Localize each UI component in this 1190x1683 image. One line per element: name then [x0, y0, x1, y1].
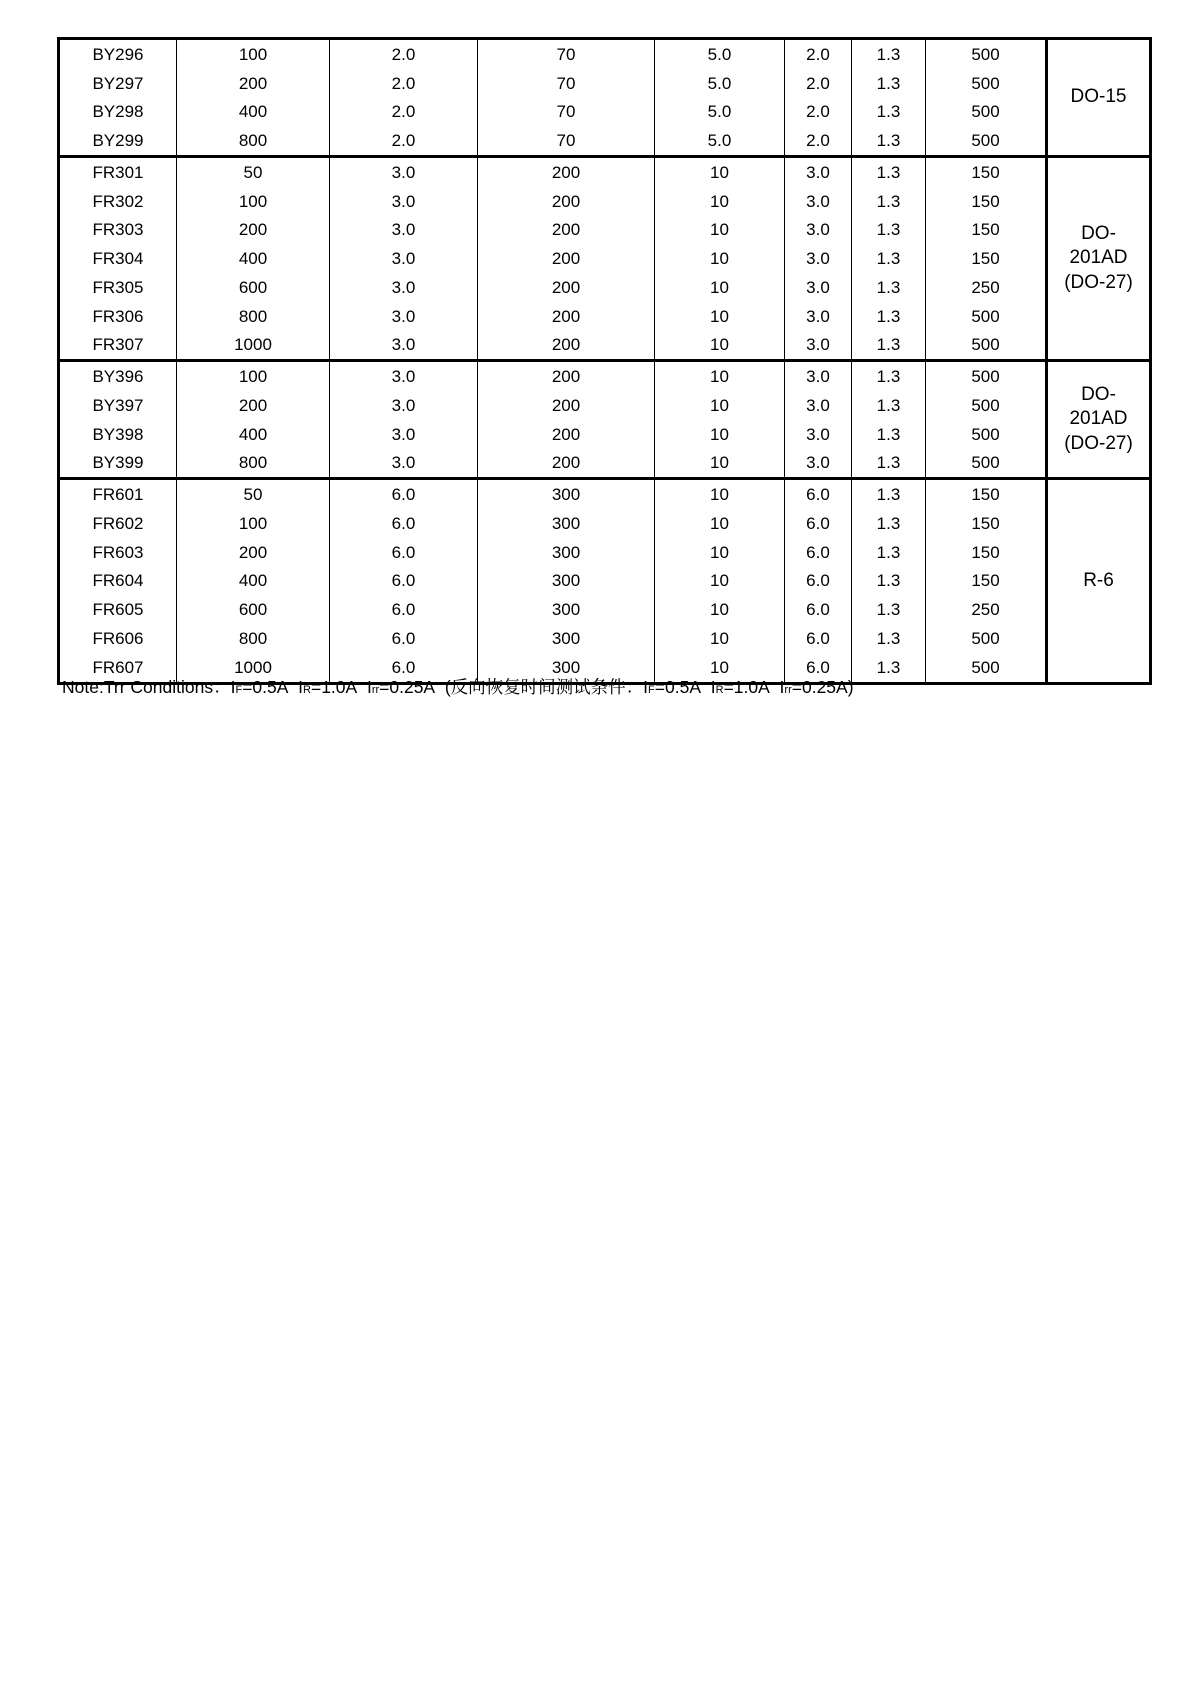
cond-if-subscript: F — [235, 684, 243, 696]
trr-cell: 150 — [926, 157, 1047, 187]
package-cell — [1047, 39, 1151, 157]
vf-cell: 1.3 — [852, 216, 926, 245]
vrrm-cell: 100 — [177, 361, 330, 391]
trr-cell: 500 — [926, 39, 1047, 69]
vf-cell: 1.3 — [852, 509, 926, 538]
package-cell — [1047, 479, 1151, 683]
table-row — [59, 187, 1151, 216]
trr-cell: 500 — [926, 302, 1047, 331]
package-label-line: 201AD — [1069, 247, 1128, 269]
table-row — [59, 157, 1151, 187]
note-prefix: Note:Trr Conditions： — [62, 677, 231, 697]
vrrm-cell: 200 — [177, 538, 330, 567]
trr-cell: 250 — [926, 595, 1047, 624]
if-cell: 3.0 — [785, 302, 852, 331]
io-cell: 3.0 — [330, 157, 478, 187]
ir-cell: 10 — [655, 420, 785, 449]
part-number-cell: BY296 — [59, 39, 177, 69]
vrrm-cell: 200 — [177, 69, 330, 98]
part-number-cell: FR603 — [59, 538, 177, 567]
io-cell: 3.0 — [330, 449, 478, 479]
trr-cell: 500 — [926, 653, 1047, 683]
vf-cell: 1.3 — [852, 391, 926, 420]
ir-cell: 10 — [655, 653, 785, 683]
io-cell: 6.0 — [330, 595, 478, 624]
cond-if-value: =0.5A — [242, 677, 289, 697]
ifsm-cell: 300 — [478, 509, 655, 538]
vf-cell: 1.3 — [852, 595, 926, 624]
ir-cell: 10 — [655, 567, 785, 596]
trr-cell: 500 — [926, 126, 1047, 156]
if-cell: 6.0 — [785, 567, 852, 596]
ifsm-cell: 200 — [478, 157, 655, 187]
vrrm-cell: 600 — [177, 595, 330, 624]
ifsm-cell: 200 — [478, 187, 655, 216]
cn-if-value: =0.5A — [654, 677, 702, 697]
vf-cell: 1.3 — [852, 302, 926, 331]
vrrm-cell: 400 — [177, 244, 330, 273]
vf-cell: 1.3 — [852, 653, 926, 683]
ifsm-cell: 200 — [478, 244, 655, 273]
if-cell: 3.0 — [785, 420, 852, 449]
device-group — [59, 39, 1151, 157]
ir-cell: 10 — [655, 216, 785, 245]
vrrm-cell: 800 — [177, 624, 330, 653]
vrrm-cell: 800 — [177, 302, 330, 331]
ifsm-cell: 300 — [478, 538, 655, 567]
part-number-cell: FR605 — [59, 595, 177, 624]
ir-cell: 10 — [655, 157, 785, 187]
vrrm-cell: 100 — [177, 509, 330, 538]
trr-cell: 150 — [926, 244, 1047, 273]
if-cell: 3.0 — [785, 244, 852, 273]
vrrm-cell: 200 — [177, 216, 330, 245]
table-row — [59, 509, 1151, 538]
vrrm-cell: 50 — [177, 479, 330, 509]
ir-cell: 10 — [655, 479, 785, 509]
vf-cell: 1.3 — [852, 538, 926, 567]
table-row — [59, 216, 1151, 245]
package-label-line: DO-15 — [1070, 86, 1127, 108]
ir-cell: 10 — [655, 391, 785, 420]
cond-irr-value: =0.25A — [379, 677, 436, 697]
io-cell: 2.0 — [330, 69, 478, 98]
part-number-cell: BY396 — [59, 361, 177, 391]
if-cell: 6.0 — [785, 479, 852, 509]
ir-cell: 10 — [655, 595, 785, 624]
vrrm-cell: 400 — [177, 567, 330, 596]
table-row — [59, 39, 1151, 69]
ir-cell: 5.0 — [655, 98, 785, 127]
part-number-cell: FR304 — [59, 244, 177, 273]
trr-cell: 150 — [926, 187, 1047, 216]
ifsm-cell: 70 — [478, 126, 655, 156]
if-cell: 2.0 — [785, 126, 852, 156]
cn-irr-value: =0.25A) — [791, 677, 854, 697]
part-number-cell: FR306 — [59, 302, 177, 331]
vrrm-cell: 200 — [177, 391, 330, 420]
trr-cell: 150 — [926, 216, 1047, 245]
table-row — [59, 624, 1151, 653]
table-row — [59, 302, 1151, 331]
trr-cell: 500 — [926, 624, 1047, 653]
io-cell: 6.0 — [330, 624, 478, 653]
trr-cell: 500 — [926, 331, 1047, 361]
cn-ir-value: =1.0A — [723, 677, 770, 697]
if-cell: 6.0 — [785, 595, 852, 624]
package-label-line: DO- — [1081, 222, 1116, 244]
io-cell: 6.0 — [330, 567, 478, 596]
io-cell: 6.0 — [330, 538, 478, 567]
part-number-cell: BY397 — [59, 391, 177, 420]
part-number-cell: FR307 — [59, 331, 177, 361]
ifsm-cell: 200 — [478, 331, 655, 361]
ir-cell: 10 — [655, 449, 785, 479]
device-group — [59, 479, 1151, 683]
vrrm-cell: 600 — [177, 273, 330, 302]
ir-cell: 10 — [655, 331, 785, 361]
vf-cell: 1.3 — [852, 126, 926, 156]
io-cell: 3.0 — [330, 331, 478, 361]
vrrm-cell: 1000 — [177, 331, 330, 361]
ifsm-cell: 300 — [478, 624, 655, 653]
io-cell: 3.0 — [330, 302, 478, 331]
part-number-cell: FR301 — [59, 157, 177, 187]
io-cell: 6.0 — [330, 653, 478, 683]
table-row — [59, 126, 1151, 156]
table-row — [59, 69, 1151, 98]
vrrm-cell: 800 — [177, 449, 330, 479]
cond-ir-subscript: R — [303, 684, 311, 696]
ifsm-cell: 200 — [478, 216, 655, 245]
table-row — [59, 595, 1151, 624]
io-cell: 3.0 — [330, 391, 478, 420]
part-number-cell: FR607 — [59, 653, 177, 683]
table-row — [59, 244, 1151, 273]
ir-cell: 10 — [655, 361, 785, 391]
vf-cell: 1.3 — [852, 157, 926, 187]
ir-cell: 5.0 — [655, 39, 785, 69]
package-cell — [1047, 361, 1151, 479]
ir-cell: 5.0 — [655, 69, 785, 98]
part-number-cell: BY299 — [59, 126, 177, 156]
if-cell: 3.0 — [785, 273, 852, 302]
ir-cell: 10 — [655, 624, 785, 653]
vf-cell: 1.3 — [852, 273, 926, 302]
ifsm-cell: 300 — [478, 653, 655, 683]
if-cell: 2.0 — [785, 39, 852, 69]
part-number-cell: FR303 — [59, 216, 177, 245]
if-cell: 3.0 — [785, 187, 852, 216]
ifsm-cell: 200 — [478, 302, 655, 331]
vf-cell: 1.3 — [852, 69, 926, 98]
ir-cell: 10 — [655, 187, 785, 216]
cond-irr-subscript: rr — [371, 684, 380, 696]
trr-cell: 500 — [926, 69, 1047, 98]
trr-cell: 500 — [926, 420, 1047, 449]
vf-cell: 1.3 — [852, 187, 926, 216]
part-number-cell: FR601 — [59, 479, 177, 509]
part-number-cell: BY399 — [59, 449, 177, 479]
vf-cell: 1.3 — [852, 39, 926, 69]
ir-cell: 10 — [655, 302, 785, 331]
vf-cell: 1.3 — [852, 361, 926, 391]
trr-cell: 500 — [926, 98, 1047, 127]
table-row — [59, 391, 1151, 420]
table-row — [59, 361, 1151, 391]
ifsm-cell: 70 — [478, 39, 655, 69]
ifsm-cell: 200 — [478, 391, 655, 420]
io-cell: 6.0 — [330, 509, 478, 538]
trr-cell: 150 — [926, 509, 1047, 538]
cn-ir-subscript: R — [715, 684, 724, 696]
io-cell: 6.0 — [330, 479, 478, 509]
part-number-cell: FR602 — [59, 509, 177, 538]
ifsm-cell: 200 — [478, 273, 655, 302]
io-cell: 3.0 — [330, 216, 478, 245]
io-cell: 3.0 — [330, 420, 478, 449]
if-cell: 2.0 — [785, 69, 852, 98]
device-group — [59, 361, 1151, 479]
table-row — [59, 567, 1151, 596]
ifsm-cell: 200 — [478, 420, 655, 449]
package-label-line: (DO-27) — [1064, 433, 1133, 455]
device-group — [59, 157, 1151, 361]
vf-cell: 1.3 — [852, 244, 926, 273]
part-number-cell: BY298 — [59, 98, 177, 127]
part-number-cell: FR606 — [59, 624, 177, 653]
io-cell: 3.0 — [330, 361, 478, 391]
vrrm-cell: 50 — [177, 157, 330, 187]
vrrm-cell: 800 — [177, 126, 330, 156]
table-row — [59, 479, 1151, 509]
part-number-cell: BY398 — [59, 420, 177, 449]
if-cell: 6.0 — [785, 653, 852, 683]
note-cn-prefix: (反向恢复时间测试条件： — [444, 677, 644, 697]
ifsm-cell: 70 — [478, 69, 655, 98]
if-cell: 3.0 — [785, 391, 852, 420]
if-cell: 3.0 — [785, 157, 852, 187]
trr-cell: 150 — [926, 567, 1047, 596]
if-cell: 3.0 — [785, 361, 852, 391]
io-cell: 2.0 — [330, 39, 478, 69]
part-number-cell: FR302 — [59, 187, 177, 216]
part-number-cell: BY297 — [59, 69, 177, 98]
trr-cell: 500 — [926, 361, 1047, 391]
ifsm-cell: 300 — [478, 567, 655, 596]
cn-irr-symbol: I — [779, 677, 785, 697]
package-label-line: R-6 — [1083, 569, 1114, 591]
vf-cell: 1.3 — [852, 624, 926, 653]
if-cell: 6.0 — [785, 624, 852, 653]
table-row — [59, 273, 1151, 302]
trr-cell: 150 — [926, 538, 1047, 567]
ifsm-cell: 200 — [478, 449, 655, 479]
ir-cell: 10 — [655, 538, 785, 567]
trr-cell: 150 — [926, 479, 1047, 509]
table-row — [59, 420, 1151, 449]
trr-cell: 250 — [926, 273, 1047, 302]
cn-if-symbol: I — [643, 677, 649, 697]
io-cell: 2.0 — [330, 98, 478, 127]
cn-if-subscript: F — [648, 684, 655, 696]
io-cell: 2.0 — [330, 126, 478, 156]
part-number-cell: FR604 — [59, 567, 177, 596]
vf-cell: 1.3 — [852, 420, 926, 449]
ir-cell: 10 — [655, 244, 785, 273]
package-label-line: 201AD — [1069, 408, 1128, 430]
cond-ir-symbol: I — [298, 677, 304, 697]
if-cell: 3.0 — [785, 216, 852, 245]
trr-cell: 500 — [926, 449, 1047, 479]
io-cell: 3.0 — [330, 244, 478, 273]
vrrm-cell: 1000 — [177, 653, 330, 683]
vf-cell: 1.3 — [852, 331, 926, 361]
ir-cell: 5.0 — [655, 126, 785, 156]
ir-cell: 10 — [655, 273, 785, 302]
vf-cell: 1.3 — [852, 98, 926, 127]
vrrm-cell: 400 — [177, 420, 330, 449]
ifsm-cell: 200 — [478, 361, 655, 391]
table-row — [59, 449, 1151, 479]
cn-irr-subscript: rr — [784, 684, 792, 696]
trr-conditions-note — [62, 674, 854, 699]
ir-cell: 10 — [655, 509, 785, 538]
trr-cell: 500 — [926, 391, 1047, 420]
package-label-line: (DO-27) — [1064, 271, 1133, 293]
cond-irr-symbol: I — [366, 677, 372, 697]
package-cell — [1047, 157, 1151, 361]
table-row — [59, 538, 1151, 567]
cn-ir-symbol: I — [710, 677, 716, 697]
if-cell: 2.0 — [785, 98, 852, 127]
vrrm-cell: 100 — [177, 39, 330, 69]
spec-table — [57, 37, 1152, 685]
ifsm-cell: 300 — [478, 479, 655, 509]
ifsm-cell: 300 — [478, 595, 655, 624]
table-row — [59, 98, 1151, 127]
if-cell: 6.0 — [785, 509, 852, 538]
package-label-line: DO- — [1081, 383, 1116, 405]
vrrm-cell: 100 — [177, 187, 330, 216]
table-row — [59, 331, 1151, 361]
io-cell: 3.0 — [330, 187, 478, 216]
part-number-cell: FR305 — [59, 273, 177, 302]
vrrm-cell: 400 — [177, 98, 330, 127]
if-cell: 3.0 — [785, 331, 852, 361]
cond-ir-value: =1.0A — [310, 677, 358, 697]
if-cell: 6.0 — [785, 538, 852, 567]
vf-cell: 1.3 — [852, 449, 926, 479]
ifsm-cell: 70 — [478, 98, 655, 127]
vf-cell: 1.3 — [852, 567, 926, 596]
if-cell: 3.0 — [785, 449, 852, 479]
cond-if-symbol: I — [230, 677, 236, 697]
io-cell: 3.0 — [330, 273, 478, 302]
vf-cell: 1.3 — [852, 479, 926, 509]
